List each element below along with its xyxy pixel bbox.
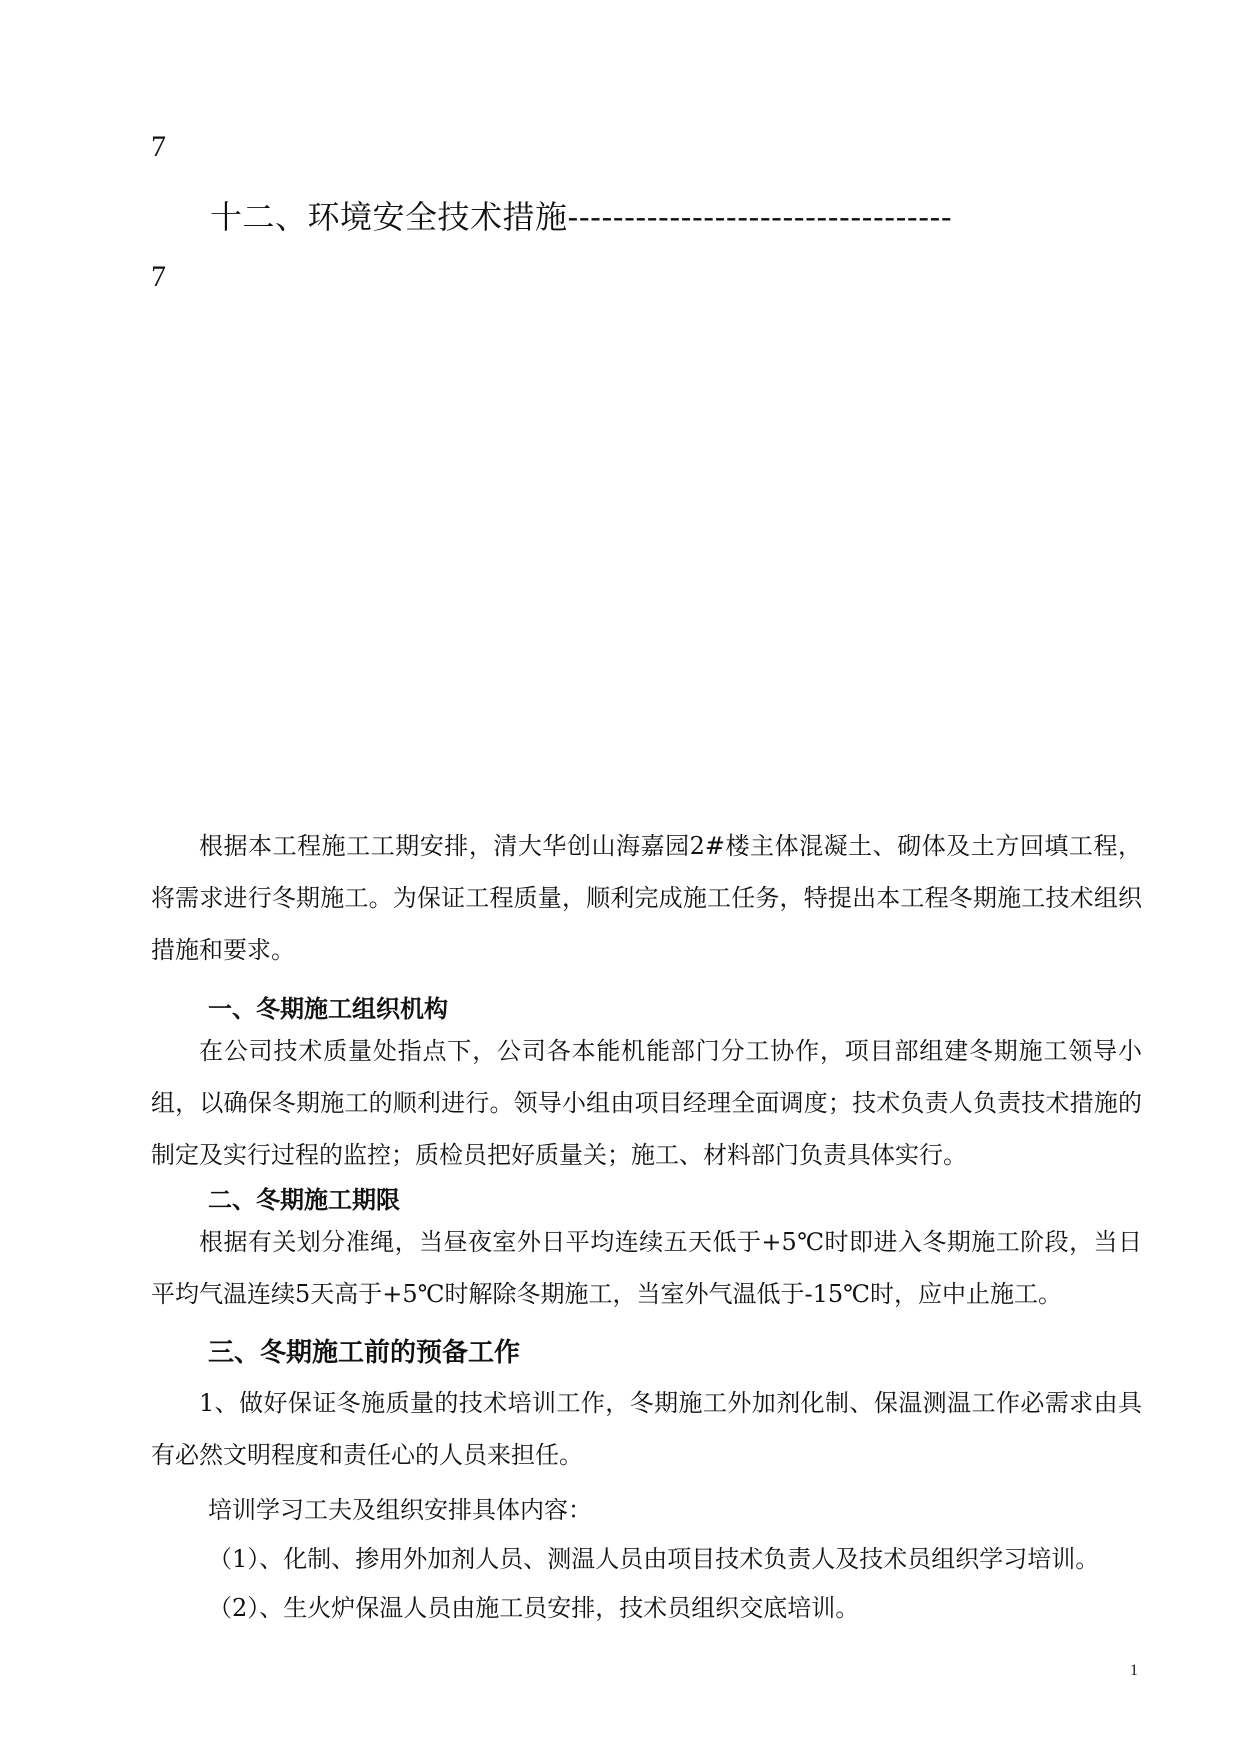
section-heading: 三、冬期施工前的预备工作 <box>208 1338 521 1368</box>
section-heading: 二、冬期施工期限 <box>208 1185 400 1214</box>
section-paragraph: 在公司技术质量处指点下，公司各本能机能部门分工协作，项目部组建冬期施工领导小组，以确保冬期施工的顺利进行。领导小组由项目经理全面调度；技术负责人负责技术措施的制定及实行过程的监控；质检员把好质量关；施工、材料部门负责具体实行。 <box>151 1037 1142 1169</box>
training-intro: 培训学习工夫及组织安排具体内容： <box>208 1496 592 1524</box>
list-item: （2）、生火炉保温人员由施工员安排，技术员组织交底培训。 <box>208 1594 860 1622</box>
list-item: （1）、化制、掺用外加剂人员、测温人员由项目技术负责人及技术员组织学习培训。 <box>208 1545 1100 1573</box>
section-heading: 一、冬期施工组织机构 <box>208 994 448 1023</box>
section-paragraph: 根据有关划分准绳，当昼夜室外日平均连续五天低于+5℃时即进入冬期施工阶段，当日平均气温连续5天高于+5℃时解除冬期施工，当室外气温低于-15℃时，应中止施工。 <box>151 1228 1142 1308</box>
toc-entry: 十二、环境安全技术措施---------------------------------- <box>210 198 953 236</box>
section-paragraph: 1、做好保证冬施质量的技术培训工作，冬期施工外加剂化制、保温测温工作必需求由具有必然文明程度和责任心的人员来担任。 <box>151 1389 1142 1469</box>
page-number: 1 <box>1130 1662 1138 1679</box>
intro-paragraph: 根据本工程施工工期安排，清大华创山海嘉园2#楼主体混凝土、砌体及土方回填工程，将需求进行冬期施工。为保证工程质量，顺利完成施工任务，特提出本工程冬期施工技术组织措施和要求。 <box>151 832 1142 964</box>
toc-page-number: 7 <box>151 260 166 293</box>
toc-page-number: 7 <box>151 130 166 163</box>
